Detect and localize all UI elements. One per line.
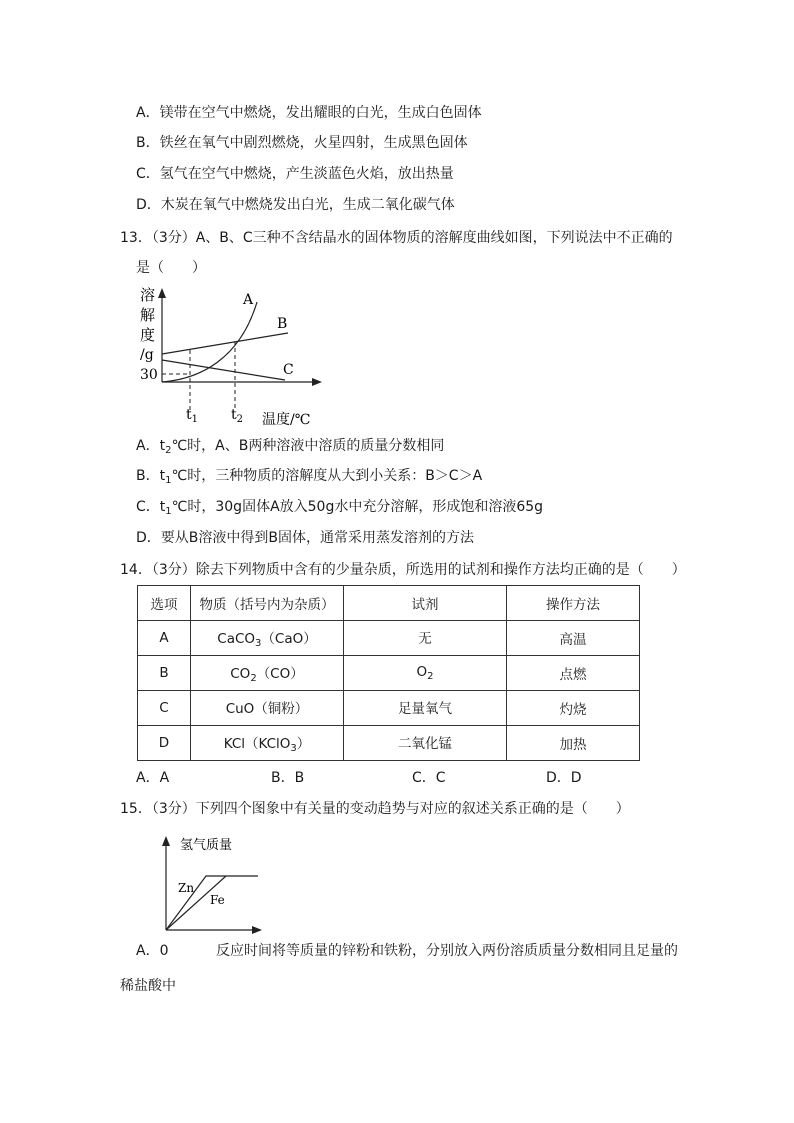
x-tick-t1: $t_1$ — [186, 407, 199, 425]
table-row — [138, 726, 640, 761]
q12-option-c: C．氢气在空气中燃烧，产生淡蓝色火焰，放出热量 — [136, 166, 454, 182]
table-row — [138, 656, 640, 691]
q13-option-a: A．$t_2℃$时，A、B两种溶液中溶质的质量分数相同 — [136, 438, 445, 456]
cell-reagent: 二氧化锰 — [344, 726, 507, 761]
y-axis-arrow — [162, 836, 170, 846]
q13-option-b: B．$t_1℃$时，三种物质的溶解度从大到小关系：B＞C＞A — [136, 468, 483, 486]
cell-method: 高温 — [507, 621, 640, 656]
y-tick-30: 30 — [140, 367, 158, 383]
table-row — [138, 691, 640, 726]
cell-reagent: 足量氧气 — [344, 691, 507, 726]
header-substance: 物质（括号内为杂质） — [191, 586, 344, 621]
curve-b — [162, 333, 288, 354]
q12-option-b: B．铁丝在氧气中剧烈燃烧，火星四射，生成黑色固体 — [136, 135, 468, 151]
cell-substance: CuO（铜粉） — [191, 691, 344, 726]
x-axis-arrow — [312, 378, 322, 386]
q14-table — [137, 585, 640, 761]
y-label-3: 度 — [140, 326, 156, 344]
q12-option-a: A．镁带在空气中燃烧，发出耀眼的白光，生成白色固体 — [136, 105, 482, 121]
q13-option-d: D．要从B溶液中得到B固体，通常采用蒸发溶剂的方法 — [136, 530, 474, 546]
cell-option: C — [138, 691, 191, 726]
cell-method: 加热 — [507, 726, 640, 761]
header-method: 操作方法 — [507, 586, 640, 621]
cell-substance: CaCO$_3$（CaO） — [191, 621, 344, 656]
cell-option: B — [138, 656, 191, 691]
hydrogen-graph — [150, 830, 270, 940]
curve-c — [162, 360, 285, 380]
q13-stem-cont: 是（ ） — [136, 260, 206, 276]
q15-option-a-text: 反应时间将等质量的锌粉和铁粉，分别放入两份溶质质量分数相同且足量的 — [216, 943, 678, 959]
q14-stem: 14．（3分）除去下列物质中含有的少量杂质，所选用的试剂和操作方法均正确的是（ ） — [120, 562, 686, 578]
q14-answer-d: D．D — [546, 770, 582, 786]
cell-substance: KCl（KClO$_3$） — [191, 726, 344, 761]
table-row — [138, 621, 640, 656]
q14-answer-a: A．A — [136, 770, 170, 786]
x-axis-arrow — [252, 926, 262, 934]
x-axis-label: 温度/℃ — [262, 412, 311, 428]
y-axis-arrow — [158, 288, 166, 298]
q15-option-a-label: A．0 — [136, 943, 169, 959]
y-axis-label: 氢气质量 — [180, 838, 233, 853]
q15-option-a-text-cont: 稀盐酸中 — [120, 978, 176, 994]
cell-method: 点燃 — [507, 656, 640, 691]
table-header-row — [138, 586, 640, 621]
q14-answer-b: B．B — [271, 770, 305, 786]
q13-stem: 13．（3分）A、B、C三种不含结晶水的固体物质的溶解度曲线如图，下列说法中不正确的 — [120, 230, 673, 246]
q13-option-c: C．$t_1℃$时，30g固体A放入50g水中充分溶解，形成饱和溶液65g — [136, 499, 544, 517]
curve-a — [162, 302, 257, 382]
x-tick-t2: $t_2$ — [231, 407, 244, 425]
solubility-graph — [130, 284, 330, 429]
label-zn: Zn — [178, 881, 195, 895]
q15-stem: 15．（3分）下列四个图象中有关量的变动趋势与对应的叙述关系正确的是（ ） — [120, 801, 630, 817]
q14-answer-c: C．C — [412, 770, 446, 786]
header-reagent: 试剂 — [344, 586, 507, 621]
y-label-4: /g — [140, 347, 154, 363]
y-label-1: 溶 — [140, 286, 156, 304]
cell-substance: $CO_2(CO)$ — [191, 656, 344, 691]
cell-option: A — [138, 621, 191, 656]
label-fe: Fe — [210, 893, 225, 907]
label-curve-a: A — [243, 292, 254, 308]
label-curve-b: B — [277, 316, 288, 332]
q12-option-d: D．木炭在氧气中燃烧发出白光，生成二氧化碳气体 — [136, 197, 455, 213]
cell-reagent: $O_2$ — [344, 656, 507, 691]
cell-reagent: 无 — [344, 621, 507, 656]
cell-method: 灼烧 — [507, 691, 640, 726]
y-label-2: 解 — [140, 306, 156, 324]
label-curve-c: C — [283, 362, 294, 378]
cell-option: D — [138, 726, 191, 761]
header-option: 选项 — [138, 586, 191, 621]
